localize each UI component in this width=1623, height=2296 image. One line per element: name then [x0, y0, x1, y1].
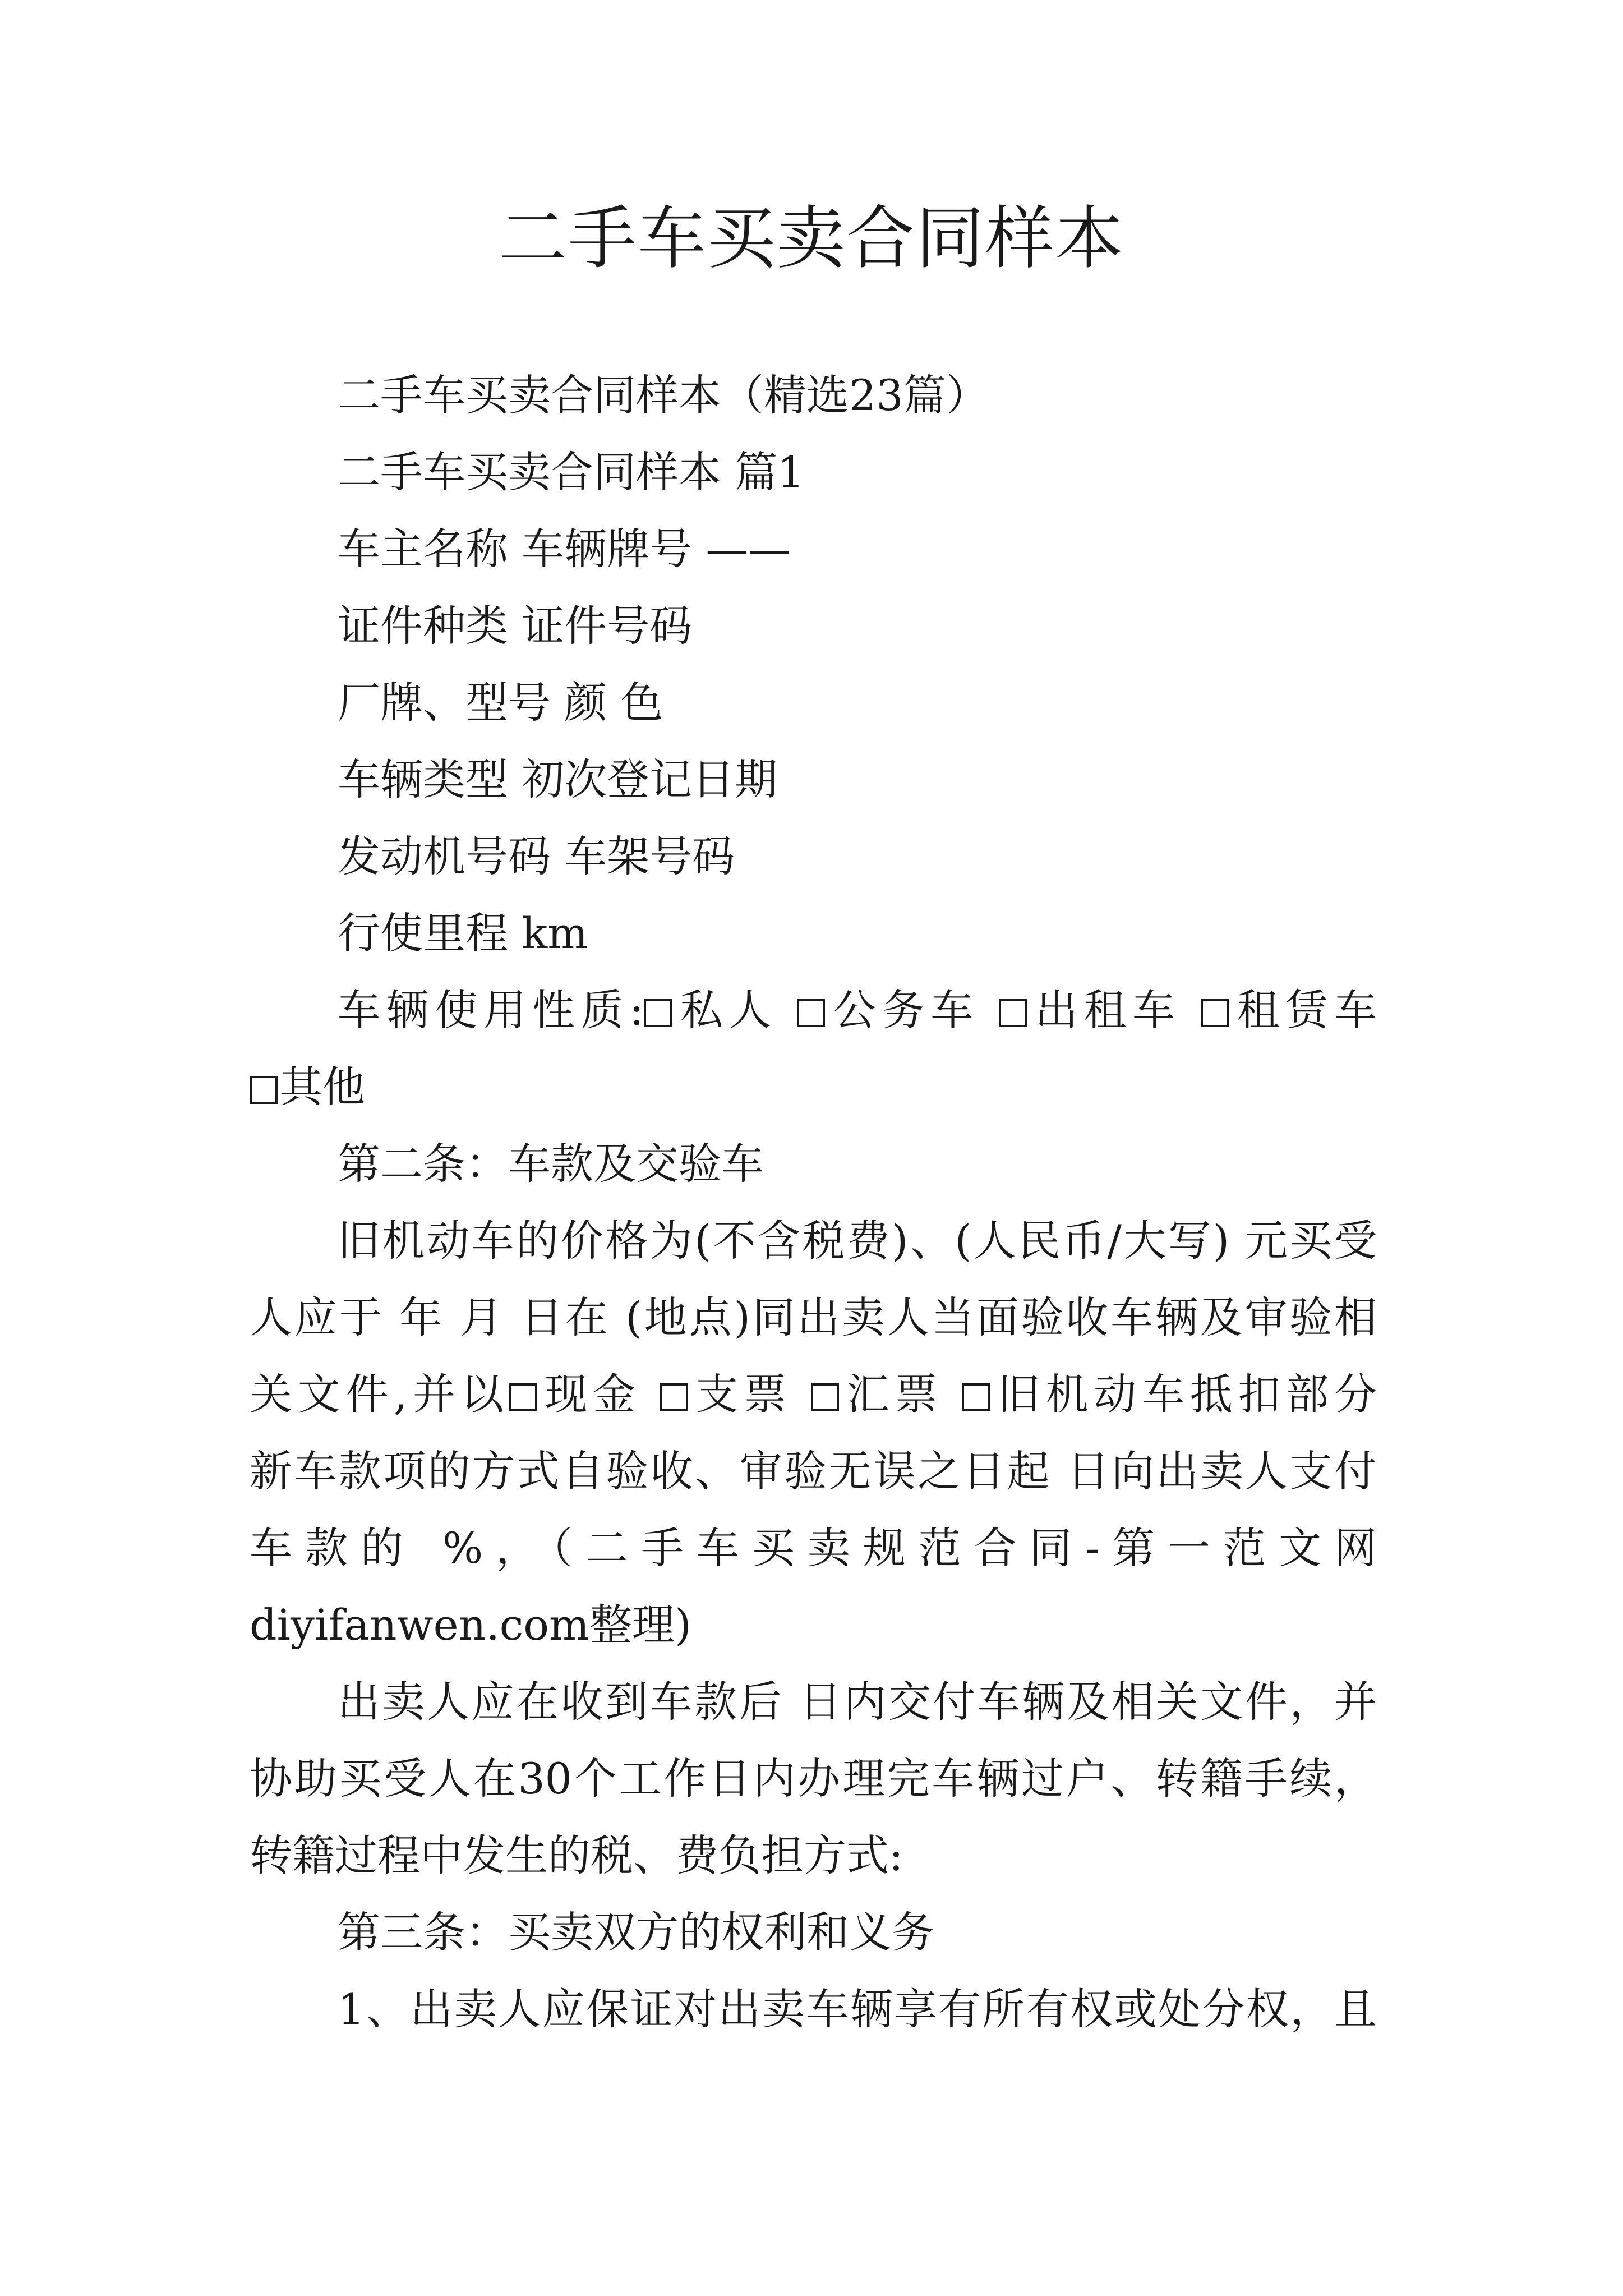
option-rental-label: 租赁车: [1230, 985, 1377, 1035]
field-line-type: 车辆类型 初次登记日期: [338, 754, 778, 804]
paragraph-line: 1、出卖人应保证对出卖车辆享有所有权或处分权，且: [338, 1984, 1377, 2034]
option-private-label: 私人: [674, 985, 778, 1035]
field-line-owner: 车主名称 车辆牌号 ——: [338, 524, 791, 574]
checkbox-other[interactable]: [250, 1076, 278, 1104]
option-taxi-label: 出租车: [1029, 985, 1181, 1035]
checkbox-cash[interactable]: [509, 1383, 537, 1411]
usage-nature-line: [338, 982, 1377, 1038]
section-heading: 二手车买卖合同样本 篇1: [338, 447, 805, 497]
article-2-heading: 第二条：车款及交验车: [338, 1139, 764, 1189]
field-line-mileage: 行使里程 km: [338, 908, 588, 958]
checkbox-draft[interactable]: [811, 1383, 839, 1411]
paragraph-line: 转籍过程中发生的税、费负担方式:: [250, 1830, 903, 1880]
payment-prefix: 关文件,并以: [250, 1369, 509, 1419]
payment-old-car-label: 旧机动车抵扣部分: [992, 1369, 1377, 1419]
checkbox-old-car[interactable]: [962, 1383, 990, 1411]
document-title: 二手车买卖合同样本: [499, 199, 1124, 278]
usage-nature-line-2: [250, 1059, 365, 1115]
payment-method-line: [250, 1366, 1377, 1423]
paragraph-line: 协助买受人在30个工作日内办理完车辆过户、转籍手续，: [250, 1754, 1377, 1803]
paragraph-line: 旧机动车的价格为(不含税费)、(人民币/大写) 元买受: [338, 1216, 1377, 1266]
field-line-engine: 发动机号码 车架号码: [338, 831, 735, 881]
usage-label: 车辆使用性质:: [338, 985, 644, 1035]
article-3-heading: 第三条：买卖双方的权利和义务: [338, 1907, 934, 1957]
checkbox-taxi[interactable]: [999, 999, 1027, 1027]
checkbox-rental[interactable]: [1201, 999, 1229, 1027]
field-line-id: 证件种类 证件号码: [338, 601, 693, 651]
paragraph-line: 新车款项的方式自验收、审验无误之日起 日向出卖人支付: [250, 1446, 1377, 1496]
payment-cash-label: 现金: [539, 1369, 641, 1419]
option-official-label: 公务车: [827, 985, 980, 1035]
field-line-brand: 厂牌、型号 颜 色: [338, 678, 663, 728]
paragraph-line: diyifanwen.com整理): [250, 1600, 691, 1650]
option-other-label: 其他: [280, 1062, 365, 1112]
payment-draft-label: 汇票: [841, 1369, 943, 1419]
payment-check-label: 支票: [690, 1369, 792, 1419]
checkbox-private[interactable]: [644, 999, 672, 1027]
paragraph-line: 出卖人应在收到车款后 日内交付车辆及相关文件，并: [338, 1677, 1377, 1727]
checkbox-check[interactable]: [660, 1383, 688, 1411]
subtitle-line: 二手车买卖合同样本（精选23篇）: [338, 370, 989, 420]
paragraph-line: 车款的 %，（二手车买卖规范合同-第一范文网: [250, 1523, 1377, 1573]
paragraph-line: 人应于 年 月 日在 (地点)同出卖人当面验收车辆及审验相: [250, 1292, 1377, 1342]
checkbox-official[interactable]: [797, 999, 825, 1027]
